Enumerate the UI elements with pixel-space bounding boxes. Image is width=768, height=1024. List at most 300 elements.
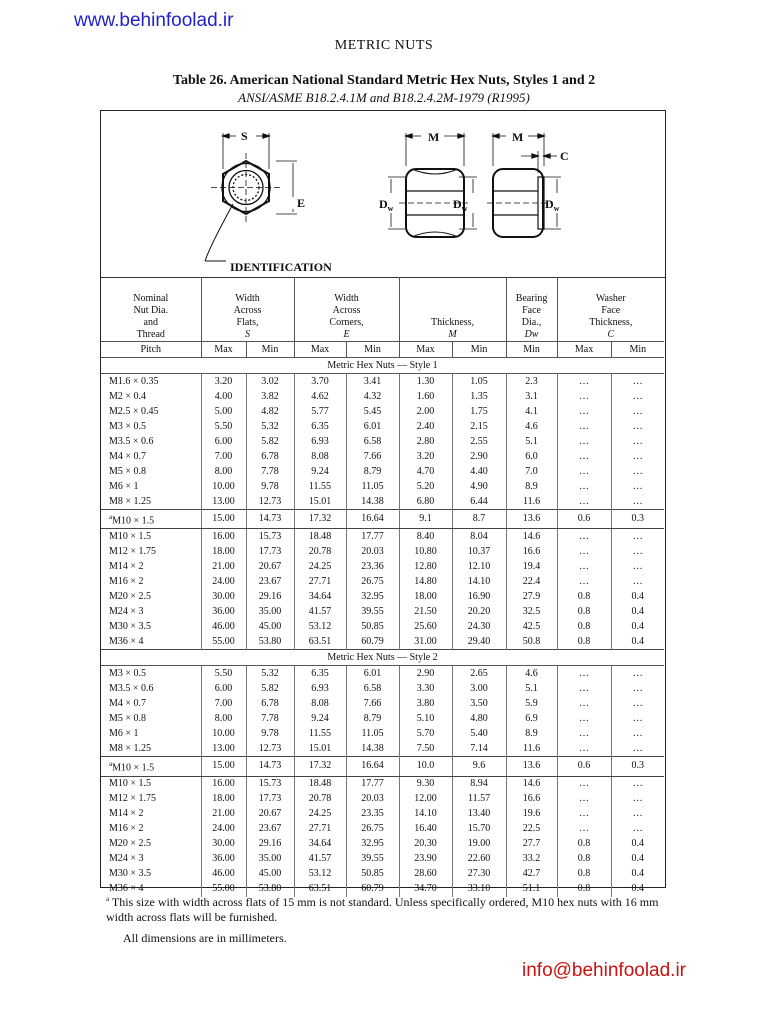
table-row	[101, 792, 664, 807]
table-cell: 6.35	[294, 419, 346, 434]
table-cell: 4.32	[346, 389, 399, 404]
table-cell: 3.70	[294, 374, 346, 390]
table-cell: 23.35	[346, 807, 399, 822]
table-cell: 41.57	[294, 852, 346, 867]
table-cell: …	[632, 495, 643, 507]
table-cell: …	[632, 480, 643, 492]
corners-line-3: Corners,	[329, 317, 364, 328]
nut-drawing	[101, 111, 664, 277]
table-cell: …	[632, 778, 643, 790]
nut-size-cell: M36 × 4	[101, 882, 201, 897]
dim-label-s: S	[241, 129, 248, 143]
washer-min-label: Min	[611, 342, 664, 358]
table-cell: 4.6	[506, 666, 557, 682]
table-frame	[100, 110, 666, 895]
table-cell: …	[557, 494, 611, 510]
table-cell: 26.75	[346, 574, 399, 589]
table-cell: …	[632, 450, 643, 462]
table-cell: 10.37	[452, 544, 506, 559]
table-cell: 9.24	[294, 711, 346, 726]
table-cell: 4.82	[246, 404, 294, 419]
nut-size-cell: M3 × 0.5	[101, 666, 201, 682]
table-cell: 24.30	[452, 619, 506, 634]
table-cell: 13.6	[506, 757, 557, 776]
nut-size-cell: M3.5 × 0.6	[101, 434, 201, 449]
table-cell: 23.67	[246, 574, 294, 589]
table-row	[101, 867, 664, 882]
hex-nut-washer-face-view	[487, 133, 561, 237]
nut-size-cell: M4 × 0.7	[101, 696, 201, 711]
table-cell: …	[632, 793, 643, 805]
table-cell: 16.64	[346, 757, 399, 776]
table-cell: 9.30	[399, 776, 452, 792]
nut-size-cell: M2 × 0.4	[101, 389, 201, 404]
table-cell: 4.40	[452, 464, 506, 479]
table-cell: 17.73	[246, 544, 294, 559]
nut-size-cell: M16 × 2	[101, 822, 201, 837]
table-cell: 41.57	[294, 604, 346, 619]
table-cell: 20.30	[399, 837, 452, 852]
table-cell: 18.00	[201, 792, 246, 807]
corners-max-label: Max	[294, 342, 346, 358]
table-row	[101, 479, 664, 494]
table-cell: 8.04	[452, 529, 506, 545]
table-row	[101, 464, 664, 479]
table-row	[101, 510, 664, 529]
table-cell: 27.30	[452, 867, 506, 882]
table-cell: 4.80	[452, 711, 506, 726]
flats-line-3: Flats,	[236, 317, 259, 328]
table-cell: 5.32	[246, 666, 294, 682]
table-cell: 6.00	[201, 434, 246, 449]
table-cell: 4.90	[452, 479, 506, 494]
thickness-label: Thickness,	[431, 317, 475, 328]
table-cell: …	[557, 449, 611, 464]
table-cell: 5.1	[506, 681, 557, 696]
table-row	[101, 434, 664, 449]
table-cell: 39.55	[346, 604, 399, 619]
dim-label-m-1: M	[428, 130, 440, 144]
table-cell: 53.12	[294, 867, 346, 882]
nut-size-cell: $^a$M10 × 1.5	[101, 757, 201, 776]
table-cell: …	[632, 808, 643, 820]
bearing-line-1: Bearing	[515, 293, 548, 304]
table-cell: 5.70	[399, 726, 452, 741]
washer-line-2: Face	[601, 305, 621, 316]
table-cell: 30.00	[201, 589, 246, 604]
table-cell: …	[557, 374, 611, 390]
table-cell: 14.10	[452, 574, 506, 589]
table-cell: 20.78	[294, 544, 346, 559]
table-cell: 3.50	[452, 696, 506, 711]
table-cell: 20.67	[246, 807, 294, 822]
nut-size-cell: M3 × 0.5	[101, 419, 201, 434]
table-cell: 6.58	[346, 434, 399, 449]
table-cell: 6.78	[246, 696, 294, 711]
table-cell: 35.00	[246, 852, 294, 867]
corners-symbol: E	[343, 329, 350, 340]
table-cell: 15.00	[201, 757, 246, 776]
flats-line-1: Width	[235, 293, 260, 304]
table-cell: …	[632, 712, 643, 724]
table-row	[101, 494, 664, 510]
table-cell: 6.9	[506, 711, 557, 726]
table-body	[101, 358, 664, 897]
table-cell: 33.2	[506, 852, 557, 867]
dim-label-c: C	[560, 149, 569, 163]
nut-size-cell: M12 × 1.75	[101, 544, 201, 559]
table-cell: 23.67	[246, 822, 294, 837]
table-cell: …	[632, 742, 643, 754]
table-cell: 8.79	[346, 464, 399, 479]
table-cell: 60.79	[346, 634, 399, 650]
table-subtitle: ANSI/ASME B18.2.4.1M and B18.2.4.2M-1979 (R1995)	[238, 90, 530, 105]
table-cell: 1.75	[452, 404, 506, 419]
table-cell: 5.32	[246, 419, 294, 434]
table-cell: 7.66	[346, 449, 399, 464]
table-row	[101, 619, 664, 634]
table-cell: …	[557, 696, 611, 711]
nut-size-cell: M2.5 × 0.45	[101, 404, 201, 419]
table-cell: 14.38	[346, 741, 399, 757]
table-cell: 26.75	[346, 822, 399, 837]
table-cell: 2.90	[452, 449, 506, 464]
table-cell: 8.79	[346, 711, 399, 726]
table-cell: 6.80	[399, 494, 452, 510]
table-cell: …	[557, 559, 611, 574]
table-cell: 15.70	[452, 822, 506, 837]
flats-min-label: Min	[246, 342, 294, 358]
table-cell: 3.20	[399, 449, 452, 464]
table-cell: …	[557, 792, 611, 807]
table-row	[101, 666, 664, 682]
table-cell: 0.4	[631, 590, 645, 602]
table-cell: …	[557, 681, 611, 696]
table-cell: 15.73	[246, 529, 294, 545]
table-cell: 18.00	[399, 589, 452, 604]
style2-heading: Metric Hex Nuts — Style 2	[101, 650, 664, 666]
table-cell: 11.6	[506, 494, 557, 510]
table-row	[101, 696, 664, 711]
col-nominal-header	[101, 277, 201, 342]
table-row	[101, 776, 664, 792]
table-row	[101, 544, 664, 559]
nut-size-cell: M16 × 2	[101, 574, 201, 589]
table-cell: 42.7	[506, 867, 557, 882]
table-cell: …	[557, 574, 611, 589]
nut-size-cell: M30 × 3.5	[101, 619, 201, 634]
table-cell: 0.8	[557, 634, 611, 650]
table-cell: 0.4	[631, 883, 645, 895]
table-cell: 6.35	[294, 666, 346, 682]
table-cell: 7.78	[246, 464, 294, 479]
table-cell: 3.00	[452, 681, 506, 696]
dim-label-m-2: M	[512, 130, 524, 144]
bearing-min-label: Min	[506, 342, 557, 358]
table-cell: …	[632, 375, 643, 387]
table-cell: 9.24	[294, 464, 346, 479]
table-cell: 9.6	[452, 757, 506, 776]
table-cell: 15.73	[246, 776, 294, 792]
table-cell: 3.80	[399, 696, 452, 711]
table-cell: …	[632, 465, 643, 477]
table-cell: 3.1	[506, 389, 557, 404]
table-cell: 35.00	[246, 604, 294, 619]
table-cell: 16.00	[201, 529, 246, 545]
hex-nut-side-view	[388, 133, 477, 237]
table-cell: …	[557, 479, 611, 494]
table-cell: 5.82	[246, 434, 294, 449]
table-cell: 60.79	[346, 882, 399, 897]
table-cell: 11.57	[452, 792, 506, 807]
table-cell: 9.78	[246, 479, 294, 494]
table-cell: 0.3	[611, 757, 664, 776]
table-cell: 5.77	[294, 404, 346, 419]
bearing-symbol: Dw	[524, 329, 539, 340]
style1-heading: Metric Hex Nuts — Style 1	[101, 358, 664, 374]
table-cell: 19.00	[452, 837, 506, 852]
table-cell: 2.40	[399, 419, 452, 434]
table-cell: 16.00	[201, 776, 246, 792]
table-cell: 53.12	[294, 619, 346, 634]
table-cell: 13.6	[506, 510, 557, 529]
table-cell: 63.51	[294, 634, 346, 650]
table-cell: 29.16	[246, 837, 294, 852]
table-row	[101, 449, 664, 464]
column-header-row	[101, 277, 664, 342]
table-cell: 29.40	[452, 634, 506, 650]
table-cell: 0.4	[631, 620, 645, 632]
thickness-min-label: Min	[452, 342, 506, 358]
table-cell: 8.9	[506, 726, 557, 741]
table-cell: 32.95	[346, 837, 399, 852]
washer-symbol: C	[607, 329, 615, 340]
col-corners-header	[294, 277, 399, 342]
table-row	[101, 374, 664, 390]
table-cell: 2.00	[399, 404, 452, 419]
nut-size-cell: M6 × 1	[101, 726, 201, 741]
table-cell: 5.82	[246, 681, 294, 696]
table-cell: 17.32	[294, 757, 346, 776]
col-flats-header	[201, 277, 294, 342]
nut-size-cell: M10 × 1.5	[101, 776, 201, 792]
table-cell: 12.80	[399, 559, 452, 574]
table-cell: 4.6	[506, 419, 557, 434]
table-cell: 18.48	[294, 529, 346, 545]
nominal-line-2: Nut Dia.	[133, 305, 168, 316]
table-cell: 5.50	[201, 666, 246, 682]
table-cell: …	[557, 666, 611, 682]
identification-label: IDENTIFICATION	[230, 260, 332, 274]
table-cell: 1.60	[399, 389, 452, 404]
table-cell: 18.00	[201, 544, 246, 559]
table-row	[101, 634, 664, 650]
table-row	[101, 404, 664, 419]
table-cell: 1.35	[452, 389, 506, 404]
table-cell: 6.93	[294, 434, 346, 449]
table-cell: 55.00	[201, 882, 246, 897]
table-cell: 0.8	[557, 867, 611, 882]
table-title: Table 26. American National Standard Metric Hex Nuts, Styles 1 and 2	[172, 73, 596, 88]
nominal-line-3: and	[143, 317, 158, 328]
table-cell: 0.8	[557, 882, 611, 897]
table-cell: 27.71	[294, 822, 346, 837]
table-cell: 5.00	[201, 404, 246, 419]
table-cell: 17.77	[346, 776, 399, 792]
section-heading: METRIC NUTS	[334, 38, 434, 53]
table-cell: …	[557, 711, 611, 726]
bearing-line-3: Dia.,	[521, 317, 542, 328]
table-cell: 4.70	[399, 464, 452, 479]
table-cell: 11.55	[294, 479, 346, 494]
col-washer-header	[557, 277, 664, 342]
contact-email-watermark[interactable]: info@behinfoolad.ir	[522, 960, 687, 981]
table-cell: 16.6	[506, 792, 557, 807]
corners-min-label: Min	[346, 342, 399, 358]
dim-label-dw-3	[545, 197, 560, 213]
table-cell: 4.1	[506, 404, 557, 419]
nut-size-cell: M6 × 1	[101, 479, 201, 494]
table-cell: …	[632, 823, 643, 835]
table-cell: 22.60	[452, 852, 506, 867]
nut-size-cell: $^a$M10 × 1.5	[101, 510, 201, 529]
max-min-header-row	[101, 342, 664, 358]
nut-size-cell: M10 × 1.5	[101, 529, 201, 545]
corners-line-1: Width	[334, 293, 359, 304]
dw-sub-1: w	[387, 204, 394, 213]
table-cell: 51.1	[506, 882, 557, 897]
table-cell: …	[632, 420, 643, 432]
table-cell: 2.80	[399, 434, 452, 449]
table-cell: 0.8	[557, 619, 611, 634]
metric-hex-nut-table	[101, 277, 664, 897]
table-cell: 32.95	[346, 589, 399, 604]
table-cell: 8.08	[294, 449, 346, 464]
table-cell: 8.00	[201, 711, 246, 726]
table-row	[101, 604, 664, 619]
table-cell: 0.4	[631, 635, 645, 647]
table-cell: 23.90	[399, 852, 452, 867]
table-cell: 5.1	[506, 434, 557, 449]
table-cell: 6.78	[246, 449, 294, 464]
table-cell: 0.6	[557, 757, 611, 776]
table-cell: 36.00	[201, 852, 246, 867]
site-url-watermark[interactable]: www.behinfoolad.ir	[74, 10, 234, 31]
table-cell: 24.00	[201, 574, 246, 589]
table-cell: 20.20	[452, 604, 506, 619]
table-cell: 5.40	[452, 726, 506, 741]
table-cell: 2.90	[399, 666, 452, 682]
washer-line-1: Washer	[595, 293, 626, 304]
table-cell: 2.15	[452, 419, 506, 434]
table-cell: 15.00	[201, 510, 246, 529]
table-cell: 10.80	[399, 544, 452, 559]
table-cell: 14.80	[399, 574, 452, 589]
table-cell: 19.4	[506, 559, 557, 574]
table-row	[101, 589, 664, 604]
table-row	[101, 529, 664, 545]
table-cell: …	[557, 776, 611, 792]
table-cell: 10.00	[201, 726, 246, 741]
table-cell: 2.55	[452, 434, 506, 449]
table-cell: 23.36	[346, 559, 399, 574]
table-row	[101, 389, 664, 404]
table-cell: 5.45	[346, 404, 399, 419]
table-cell: …	[632, 530, 643, 542]
table-cell: 1.05	[452, 374, 506, 390]
table-cell: …	[557, 822, 611, 837]
corners-line-2: Across	[332, 305, 361, 316]
table-cell: 53.80	[246, 634, 294, 650]
table-cell: 21.00	[201, 559, 246, 574]
nut-size-cell: M24 × 3	[101, 852, 201, 867]
table-cell: 39.55	[346, 852, 399, 867]
dim-label-dw-1	[379, 197, 394, 213]
table-cell: 11.55	[294, 726, 346, 741]
table-cell: 0.8	[557, 589, 611, 604]
table-cell: …	[557, 741, 611, 757]
nut-size-cell: M36 × 4	[101, 634, 201, 650]
table-cell: 13.00	[201, 741, 246, 757]
table-cell: 45.00	[246, 619, 294, 634]
table-cell: 25.60	[399, 619, 452, 634]
table-cell: 42.5	[506, 619, 557, 634]
table-cell: 46.00	[201, 619, 246, 634]
nut-size-cell: M1.6 × 0.35	[101, 374, 201, 390]
table-cell: …	[557, 726, 611, 741]
table-cell: 29.16	[246, 589, 294, 604]
table-cell: 20.78	[294, 792, 346, 807]
table-row	[101, 757, 664, 776]
dw-sub-3: w	[553, 204, 560, 213]
flats-line-2: Across	[233, 305, 262, 316]
table-cell: 12.10	[452, 559, 506, 574]
table-cell: 3.30	[399, 681, 452, 696]
table-cell: 20.03	[346, 544, 399, 559]
table-cell: 20.67	[246, 559, 294, 574]
table-cell: 8.7	[452, 510, 506, 529]
thickness-max-label: Max	[399, 342, 452, 358]
table-cell: 50.85	[346, 619, 399, 634]
table-cell: 13.40	[452, 807, 506, 822]
table-cell: …	[557, 389, 611, 404]
table-cell: 4.62	[294, 389, 346, 404]
table-cell: 5.9	[506, 696, 557, 711]
dw-main-2: D	[453, 197, 462, 211]
table-cell: 0.4	[631, 868, 645, 880]
table-cell: …	[632, 545, 643, 557]
table-row	[101, 741, 664, 757]
table-cell: 1.30	[399, 374, 452, 390]
table-cell: 8.9	[506, 479, 557, 494]
table-cell: 14.73	[246, 510, 294, 529]
table-cell: 7.14	[452, 741, 506, 757]
table-cell: 9.1	[399, 510, 452, 529]
table-cell: 30.00	[201, 837, 246, 852]
table-cell: 11.05	[346, 726, 399, 741]
table-cell: …	[557, 807, 611, 822]
nut-size-cell: M5 × 0.8	[101, 464, 201, 479]
table-cell: …	[632, 435, 643, 447]
table-cell: …	[557, 464, 611, 479]
table-cell: 14.73	[246, 757, 294, 776]
table-cell: 15.01	[294, 741, 346, 757]
table-cell: 22.4	[506, 574, 557, 589]
table-cell: 11.6	[506, 741, 557, 757]
dw-main-3: D	[545, 197, 554, 211]
bearing-line-2: Face	[522, 305, 541, 316]
table-cell: 28.60	[399, 867, 452, 882]
